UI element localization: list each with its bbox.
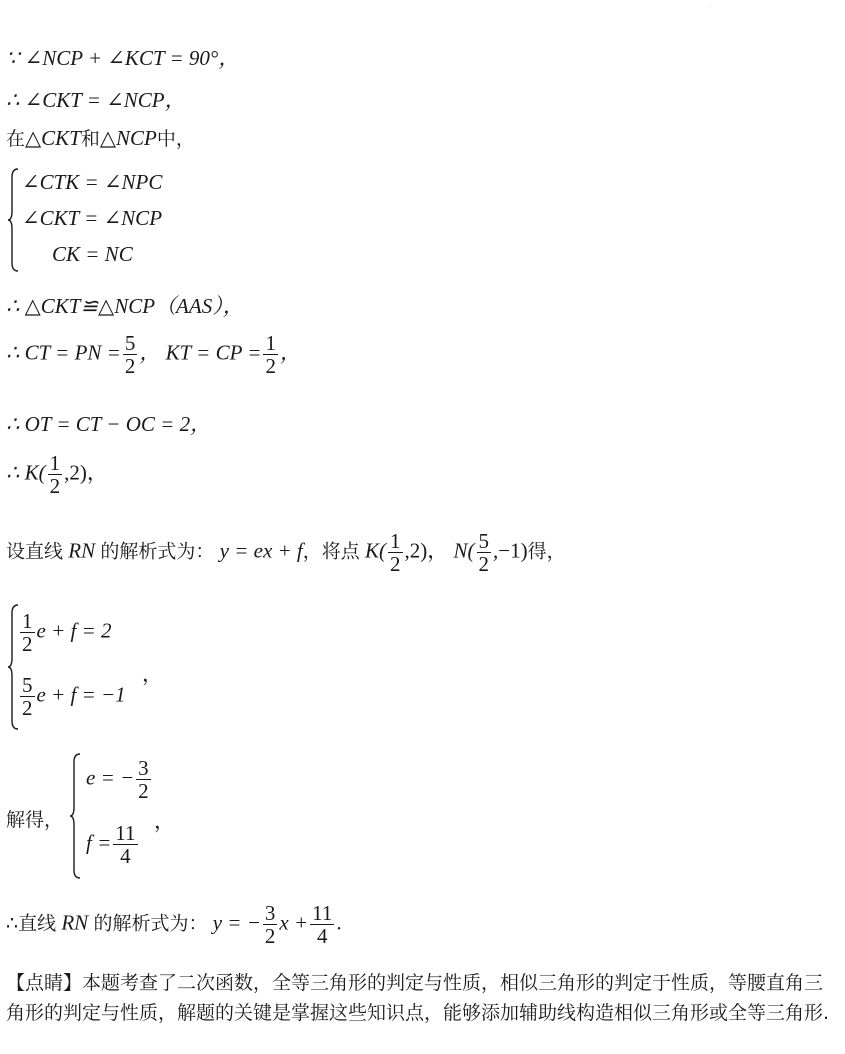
system3-row2: f = $\frac{11}{4}$	[86, 821, 136, 869]
line-rn-result: ∴直线 RN 的解析式为： y = − $\frac{3}{2}$ x + $\frac{11}{4}$ .	[6, 901, 342, 949]
line-set-rn: 设直线 RN 的解析式为： y = ex + f，将点 K( $\frac{1}{2}$ ,2)， N( $\frac{5}{2}$ ,−1)得，	[6, 529, 566, 577]
left-brace-icon	[68, 752, 82, 880]
system2-comma: ，	[142, 662, 163, 686]
system1-row1: ∠CTK = ∠NPC	[22, 170, 163, 194]
system1-row3: CK = NC	[52, 242, 133, 266]
left-brace-icon	[6, 167, 20, 273]
line-ot: ∴ OT = CT − OC = 2，	[6, 412, 212, 436]
line-congruent: ∴ △CKT≌△NCP（AAS），	[6, 294, 244, 318]
system3-comma: ，	[154, 809, 175, 833]
line-in-triangles: 在△CKT和△NCP中，	[6, 126, 195, 150]
corner-mark: ·	[710, 4, 712, 10]
line-ct-pn: ∴ CT = PN = $\frac{5}{2}$ ， KT = CP = $\frac{1}{2}$ ，	[6, 331, 301, 379]
system2-row2: $\frac{5}{2}$ e + f = −1	[22, 673, 126, 721]
system2-row1: $\frac{1}{2}$ e + f = 2	[22, 609, 112, 657]
system3-row1: e = − $\frac{3}{2}$	[86, 756, 149, 804]
line-angle-equal: ∴ ∠CKT = ∠NCP，	[6, 88, 186, 112]
line-k-point: ∴ K( $\frac{1}{2}$ ,2)，	[6, 451, 108, 499]
solve-label: 解得，	[6, 809, 64, 831]
key-point-note: 【点睛】本题考查了二次函数，全等三角形的判定与性质，相似三角形的判定于性质，等腰直角三角形的判定与性质，解题的关键是掌握这些知识点，能够添加辅助线构造相似三角形或全等三角形.	[6, 972, 830, 1024]
line-angle-sum: ∵ ∠NCP + ∠KCT = 90°，	[6, 46, 240, 70]
system1-row2: ∠CKT = ∠NCP	[22, 206, 163, 230]
